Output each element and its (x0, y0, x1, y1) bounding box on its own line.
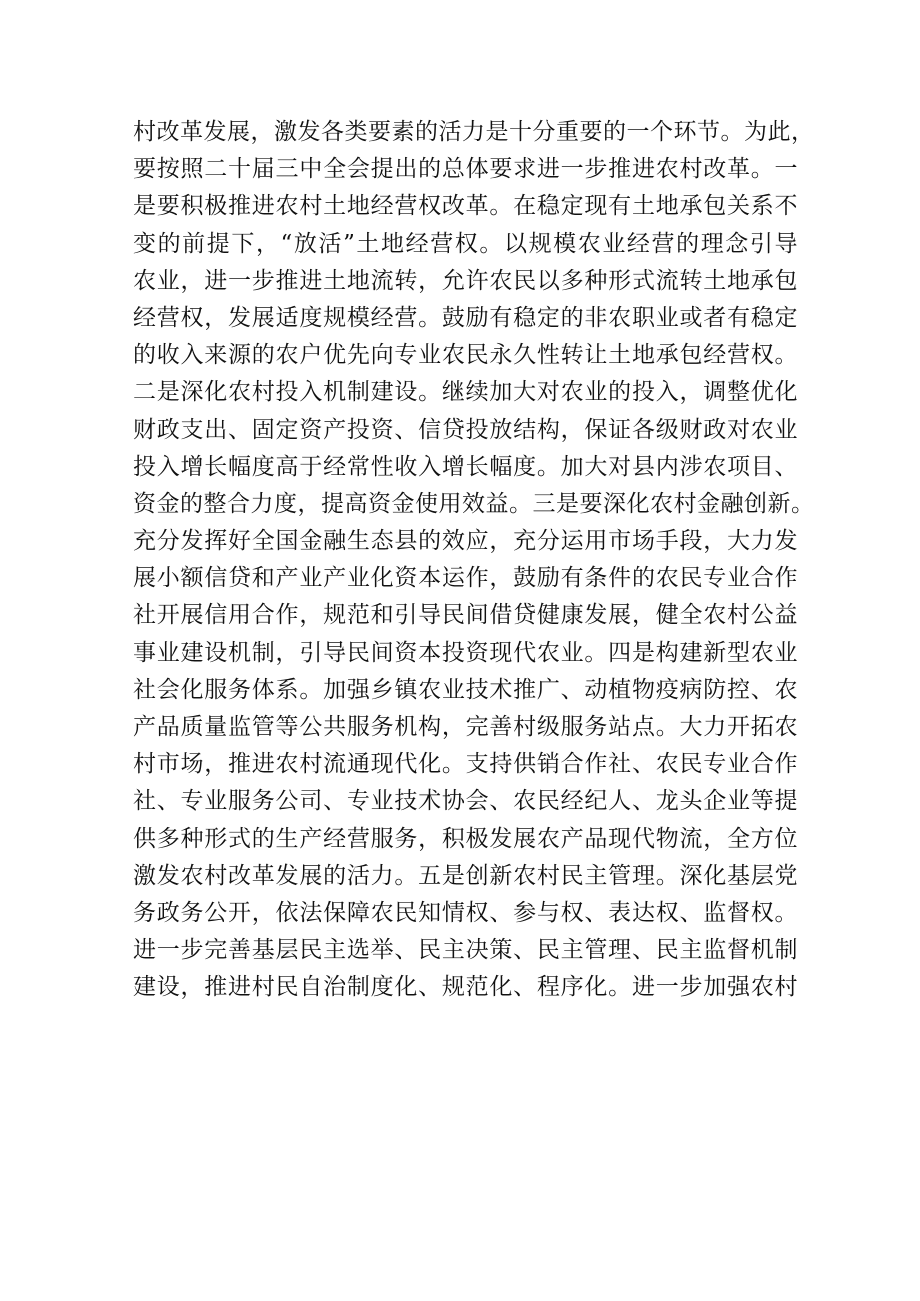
text-line: 务政务公开，依法保障农民知情权、参与权、表达权、监督权。 (133, 899, 798, 926)
text-line: 充分发挥好全国金融生态县的效应，充分运用市场手段，大力发 (133, 528, 798, 555)
text-line: 财政支出、固定资产投资、信贷投放结构，保证各级财政对农业 (133, 416, 798, 443)
body-paragraph (133, 114, 815, 1007)
text-line: 是要积极推进农村土地经营权改革。在稳定现有土地承包关系不 (133, 193, 798, 220)
text-line: 变的前提下，“放活”土地经营权。以规模农业经营的理念引导 (133, 230, 798, 257)
text-line: 事业建设机制，引导民间资本投资现代农业。四是构建新型农业 (133, 639, 798, 666)
text-line: 资金的整合力度，提高资金使用效益。三是要深化农村金融创新。 (133, 490, 815, 517)
text-line: 建设，推进村民自治制度化、规范化、程序化。进一步加强农村 (133, 974, 798, 1001)
text-line: 村改革发展，激发各类要素的活力是十分重要的一个环节。为此， (133, 119, 815, 145)
text-line: 的收入来源的农户优先向专业农民永久性转让土地承包经营权。 (133, 342, 798, 369)
text-line: 激发农村改革发展的活力。五是创新农村民主管理。深化基层党 (133, 862, 798, 889)
text-line: 要按照二十届三中全会提出的总体要求进一步推进农村改革。一 (133, 156, 798, 183)
text-line: 社开展信用合作，规范和引导民间借贷健康发展，健全农村公益 (133, 602, 798, 629)
text-line: 社会化服务体系。加强乡镇农业技术推广、动植物疫病防控、农 (133, 676, 798, 703)
text-line: 产品质量监管等公共服务机构，完善村级服务站点。大力开拓农 (133, 714, 798, 740)
text-line: 村市场，推进农村流通现代化。支持供销合作社、农民专业合作 (133, 751, 798, 778)
text-line: 展小额信贷和产业产业化资本运作，鼓励有条件的农民专业合作 (133, 565, 798, 592)
text-line: 农业，进一步推进土地流转，允许农民以多种形式流转土地承包 (133, 267, 798, 294)
text-line: 社、专业服务公司、专业技术协会、农民经纪人、龙头企业等提 (133, 788, 798, 815)
text-line: 二是深化农村投入机制建设。继续加大对农业的投入，调整优化 (133, 379, 798, 406)
text-line: 经营权，发展适度规模经营。鼓励有稳定的非农职业或者有稳定 (133, 304, 798, 331)
text-line: 供多种形式的生产经营服务，积极发展农产品现代物流，全方位 (133, 825, 798, 852)
text-line: 投入增长幅度高于经常性收入增长幅度。加大对县内涉农项目、 (133, 453, 798, 480)
text-line: 进一步完善基层民主选举、民主决策、民主管理、民主监督机制 (133, 937, 798, 964)
